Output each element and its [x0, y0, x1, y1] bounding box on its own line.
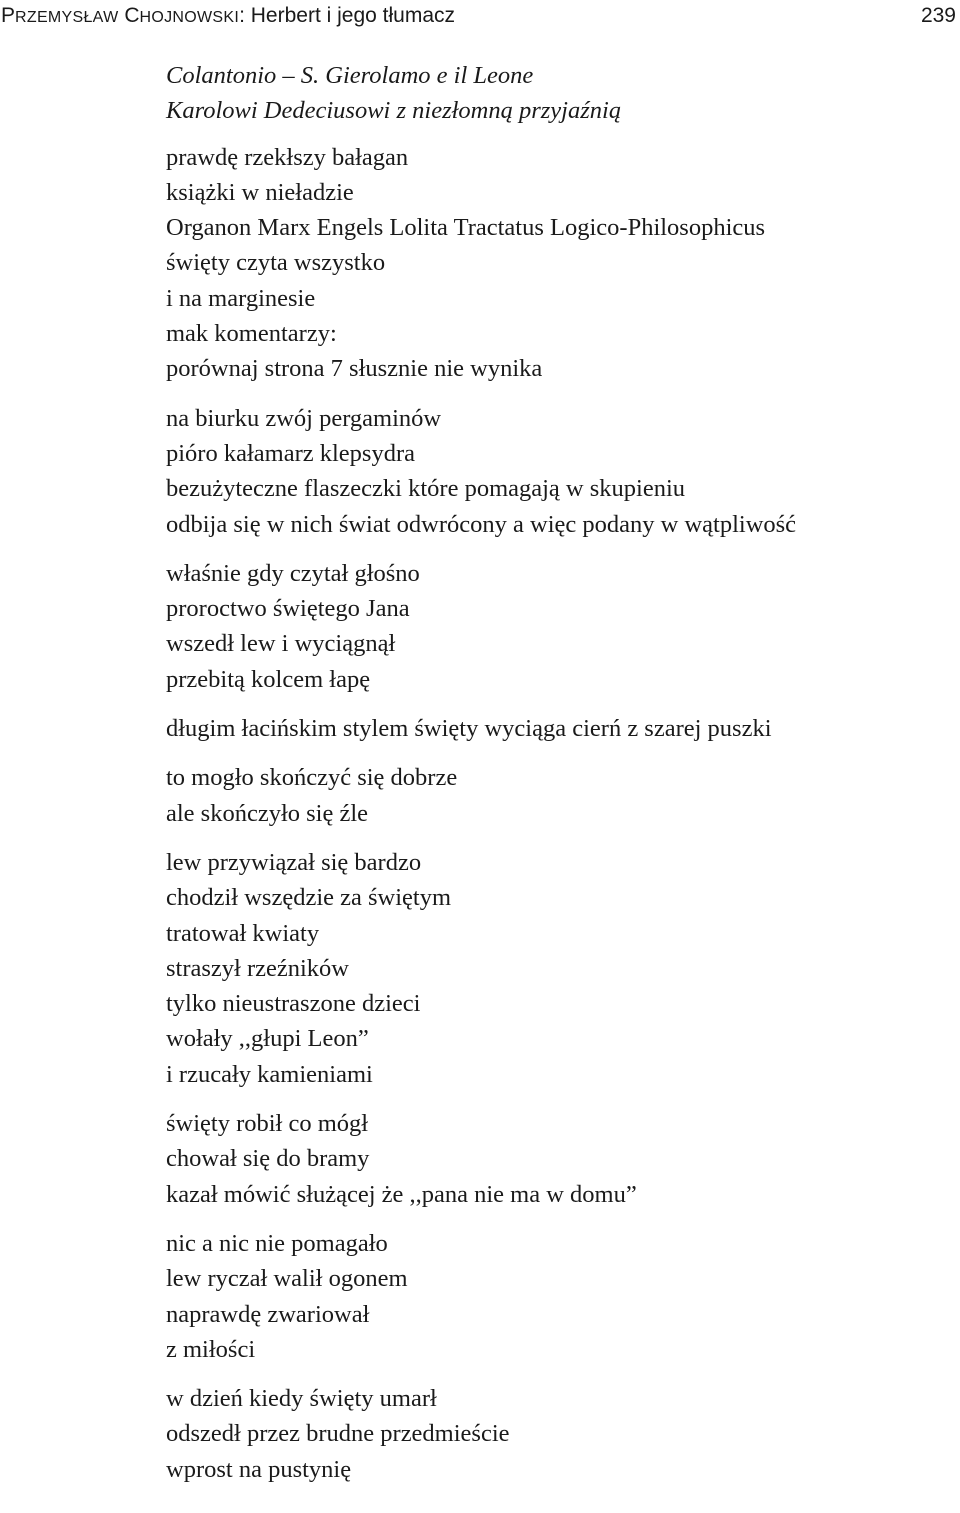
poem-line: odbija się w nich świat odwrócony a więc podany w wątpliwość [166, 510, 797, 538]
stanza [166, 845, 946, 1092]
poem-line: w dzień kiedy święty umarł [166, 1385, 437, 1413]
poem-line: bezużyteczne flaszeczki które pomagają w skupieniu [166, 475, 686, 503]
running-head [0, 3, 958, 29]
poem-line: lew ryczał walił ogonem [166, 1265, 408, 1293]
poem-line: przebitą kolcem łapę [166, 665, 371, 693]
poem-line: wprost na pustynię [166, 1455, 352, 1483]
poem-line: proroctwo świętego Jana [166, 595, 410, 623]
poem-line: kazał mówić służącej że ,,pana nie ma w domu” [166, 1180, 637, 1208]
author-last-rest: HOJNOWSKI [139, 9, 240, 26]
poem-line: prawdę rzekłszy bałagan [166, 143, 409, 171]
stanza [166, 140, 946, 387]
poem-line: mak komentarzy: [166, 320, 337, 348]
poem-line: chował się do bramy [166, 1145, 370, 1173]
poem-line: święty robił co mógł [166, 1110, 369, 1138]
poem-line: z miłości [166, 1335, 256, 1363]
poem-line: długim łacińskim stylem święty wyciąga cierń z szarej puszki [166, 715, 772, 743]
poem [166, 58, 946, 1501]
poem-line: chodził wszędzie za świętym [166, 884, 452, 912]
author-first-initial: P [1, 4, 16, 27]
stanza [166, 711, 946, 746]
poem-line: nic a nic nie pomagało [166, 1229, 388, 1257]
stanza [166, 1381, 946, 1487]
poem-line: Organon Marx Engels Lolita Tractatus Logico-Philosophicus [166, 214, 766, 242]
poem-line: lew przywiązał się bardzo [166, 848, 422, 876]
stanza [166, 760, 946, 831]
poem-line: wszedł lew i wyciągnął [166, 630, 396, 658]
poem-line: właśnie gdy czytał głośno [166, 559, 420, 587]
stanza [166, 556, 946, 697]
poem-line: i na marginesie [166, 284, 316, 312]
stanza [166, 401, 946, 542]
running-head-left [1, 3, 455, 31]
stanza [166, 1226, 946, 1367]
page-number: 239 [920, 4, 956, 27]
poem-stanzas [166, 140, 946, 1487]
poem-dedication: Karolowi Dedeciusowi z niezłomną przyjaźnią [166, 97, 622, 125]
author-first-rest: RZEMYSŁAW [15, 9, 119, 26]
poem-line: pióro kałamarz klepsydra [166, 439, 415, 467]
poem-line: naprawdę zwariował [166, 1300, 370, 1328]
poem-line: ale skończyło się źle [166, 799, 369, 827]
article-title: Herbert i jego tłumacz [250, 4, 456, 27]
poem-line: i rzucały kamieniami [166, 1060, 373, 1088]
poem-line: odszedł przez brudne przedmieście [166, 1420, 510, 1448]
running-head-separator: : [239, 4, 245, 27]
poem-title-block [166, 58, 946, 129]
poem-line: tratował kwiaty [166, 919, 320, 947]
poem-title: Colantonio – S. Gierolamo e il Leone [166, 62, 534, 89]
poem-line: książki w nieładzie [166, 178, 354, 206]
poem-line: wołały ,,głupi Leon” [166, 1025, 369, 1053]
poem-line: to mogło skończyć się dobrze [166, 764, 458, 792]
poem-line: porównaj strona 7 słusznie nie wynika [166, 355, 543, 383]
stanza [166, 1106, 946, 1212]
poem-line: święty czyta wszystko [166, 249, 386, 277]
poem-line: na biurku zwój pergaminów [166, 404, 442, 432]
poem-line: tylko nieustraszone dzieci [166, 990, 421, 1018]
poem-line: straszył rzeźników [166, 954, 349, 982]
author-last-initial: C [124, 4, 140, 27]
